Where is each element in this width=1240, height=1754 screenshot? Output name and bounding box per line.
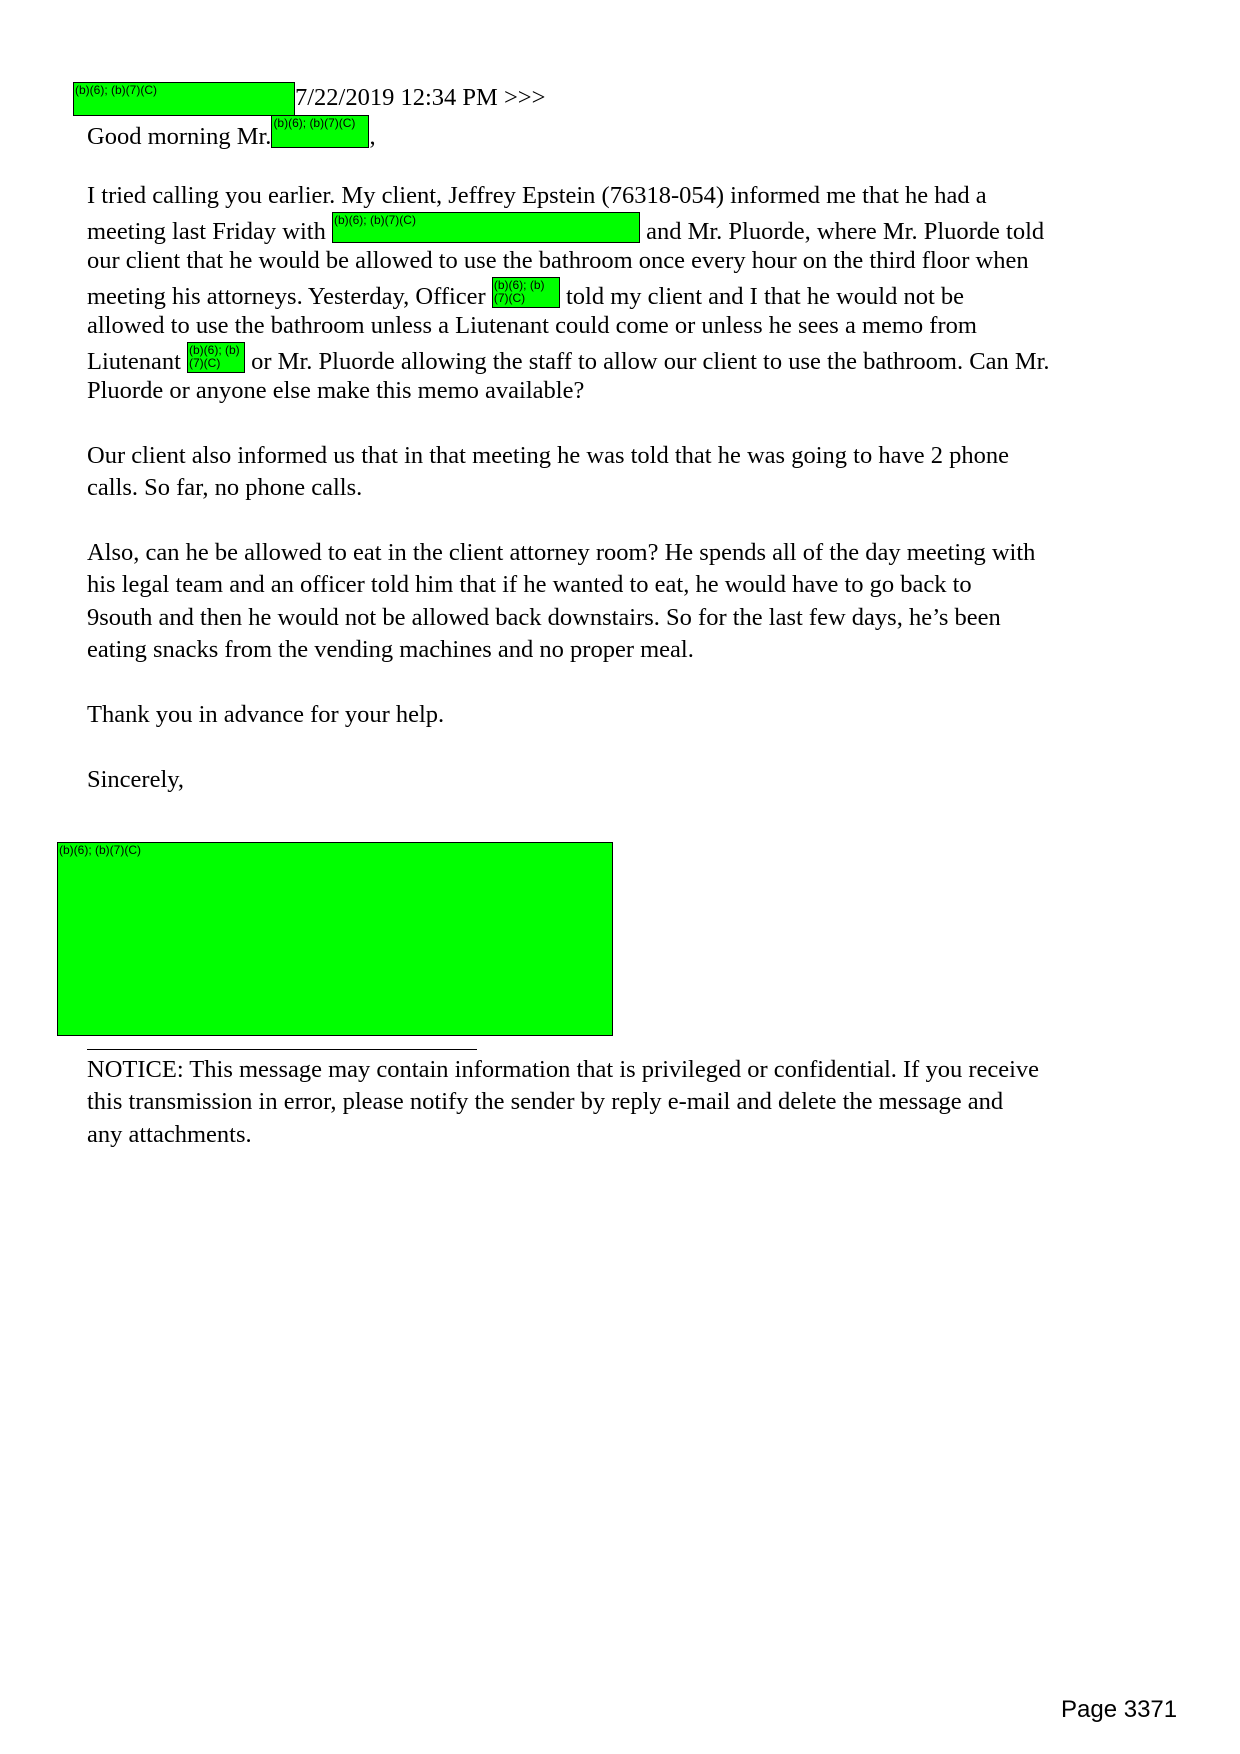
paragraph2-line1: Our client also informed us that in that meeting he was told that he was going to have 2 phone xyxy=(87,442,1009,469)
officer-name-redaction: (b)(6); (b)(7)(C) xyxy=(492,277,560,308)
paragraph3-line2: his legal team and an officer told him that if he wanted to eat, he would have to go back to xyxy=(87,571,972,598)
lieutenant-name-redaction: (b)(6); (b)(7)(C) xyxy=(187,342,245,373)
paragraph1-line2-prefix: meeting last Friday with xyxy=(87,218,326,245)
meeting-participant-redaction: (b)(6); (b)(7)(C) xyxy=(332,212,640,243)
greeting-suffix: , xyxy=(369,123,376,150)
thanks-line: Thank you in advance for your help. xyxy=(87,701,445,728)
notice-separator xyxy=(87,1049,477,1050)
paragraph1-line1: I tried calling you earlier. My client, Jeffrey Epstein (76318-054) informed me that he had a xyxy=(87,182,987,209)
signature-block-redaction: (b)(6); (b)(7)(C) xyxy=(57,842,613,1036)
paragraph1-line4-prefix: meeting his attorneys. Yesterday, Officer xyxy=(87,283,486,310)
paragraph1-line6 xyxy=(87,342,1050,379)
page-number: Page 3371 xyxy=(1061,1696,1178,1723)
paragraph1-line6-prefix: Liutenant xyxy=(87,348,181,375)
paragraph1-line2-suffix: and Mr. Pluorde, where Mr. Pluorde told xyxy=(646,218,1045,245)
paragraph1-line5: allowed to use the bathroom unless a Liutenant could come or unless he sees a memo from xyxy=(87,312,977,339)
paragraph3-line3: 9south and then he would not be allowed back downstairs. So for the last few days, he’s been xyxy=(87,604,1001,631)
greeting-prefix: Good morning Mr. xyxy=(87,123,272,150)
sender-redaction: (b)(6); (b)(7)(C) xyxy=(73,82,295,116)
notice-line3: any attachments. xyxy=(87,1121,252,1148)
paragraph3-line4: eating snacks from the vending machines and no proper meal. xyxy=(87,636,694,663)
paragraph1-line2 xyxy=(87,212,1044,249)
paragraph2-line2: calls. So far, no phone calls. xyxy=(87,474,363,501)
paragraph1-line4 xyxy=(87,277,964,314)
signoff-line: Sincerely, xyxy=(87,766,185,793)
paragraph1-line7: Pluorde or anyone else make this memo available? xyxy=(87,377,585,404)
recipient-name-redaction: (b)(6); (b)(7)(C) xyxy=(271,115,369,148)
paragraph1-line6-suffix: or Mr. Pluorde allowing the staff to allow our client to use the bathroom. Can Mr. xyxy=(251,348,1050,375)
email-timestamp: 7/22/2019 12:34 PM >>> xyxy=(295,84,546,111)
paragraph1-line4-suffix: told my client and I that he would not be xyxy=(565,283,965,310)
notice-line1: NOTICE: This message may contain information that is privileged or confidential. If you receive xyxy=(87,1056,1040,1083)
greeting-line xyxy=(87,115,376,154)
paragraph3-line1: Also, can he be allowed to eat in the client attorney room? He spends all of the day meeting with xyxy=(87,539,1036,566)
paragraph1-line3: our client that he would be allowed to use the bathroom once every hour on the third floor when xyxy=(87,247,1029,274)
notice-line2: this transmission in error, please notify the sender by reply e-mail and delete the message and xyxy=(87,1088,1004,1115)
